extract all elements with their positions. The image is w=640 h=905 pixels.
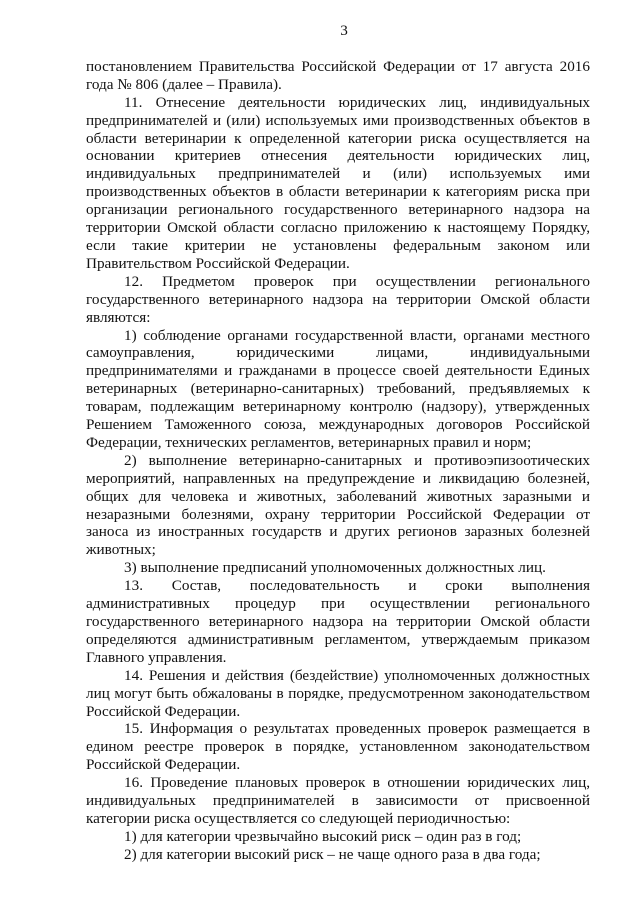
paragraph-subitem-12-3: 3) выполнение предписаний уполномоченных должностных лиц. xyxy=(124,559,546,577)
paragraph-item-12: 12. Предметом проверок при осуществлении регионального государственного ветеринарного надзора на территории Омской области являются: xyxy=(86,272,590,326)
paragraph-item-11: 11. Отнесение деятельности юридических лиц, индивидуальных предпринимателей и (или) используемых ими производственных объектов в области ветеринарии к определенной категории риска осуществляется на основании критериев отнесения деятельности юридических лиц, индивидуальных предпринимателей и (или) используемых ими производственных объектов в области ветеринарии к категориям риска при организации регионального государственного ветеринарного надзора на территории Омской области согласно приложению к настоящему Порядку, если такие критерии не установлены федеральным законом или Правительством Российской Федерации. xyxy=(86,93,590,272)
paragraph-item-14: 14. Решения и действия (бездействие) уполномоченных должностных лиц могут быть обжалованы в порядке, предусмотренном законодательством Российской Федерации. xyxy=(86,666,590,720)
paragraph-subitem-12-1: 1) соблюдение органами государственной власти, органами местного самоуправления, юридическими лицами, индивидуальными предпринимателями и гражданами в процессе своей деятельности Единых ветеринарных (ветеринарно-санитарных) требований, предъявляемых к товарам, подлежащим ветеринарному контролю (надзору), утвержденных Решением Таможенного союза, международных договоров Российской Федерации, технических регламентов, ветеринарных правил и норм; xyxy=(86,326,590,451)
paragraph-subitem-16-2: 2) для категории высокий риск – не чаще одного раза в два года; xyxy=(124,845,541,863)
paragraph-item-15: 15. Информация о результатах проведенных проверок размещается в едином реестре проверок в порядке, установленном законодательством Российской Федерации. xyxy=(86,720,590,774)
page-number: 3 xyxy=(340,22,348,39)
paragraph-continuation: постановлением Правительства Российской Федерации от 17 августа 2016 года № 806 (далее – Правила). xyxy=(86,57,590,93)
paragraph-subitem-12-2: 2) выполнение ветеринарно-санитарных и противоэпизоотических мероприятий, направленных на предупреждение и ликвидацию болезней, общих для человека и животных, заболеваний животных заразными и незаразными болезнями, охрану территории Российской Федерации от заноса из иностранных государств и других регионов заразных болезней животных; xyxy=(86,451,590,559)
paragraph-subitem-16-1: 1) для категории чрезвычайно высокий риск – один раз в год; xyxy=(124,827,522,845)
paragraph-item-16: 16. Проведение плановых проверок в отношении юридических лиц, индивидуальных предпринимателей в зависимости от присвоенной категории риска осуществляется со следующей периодичностью: xyxy=(86,774,590,827)
paragraph-item-13: 13. Состав, последовательность и сроки выполнения административных процедур при осуществлении регионального государственного ветеринарного надзора на территории Омской области определяются административным регламентом, утверждаемым приказом Главного управления. xyxy=(86,577,590,666)
